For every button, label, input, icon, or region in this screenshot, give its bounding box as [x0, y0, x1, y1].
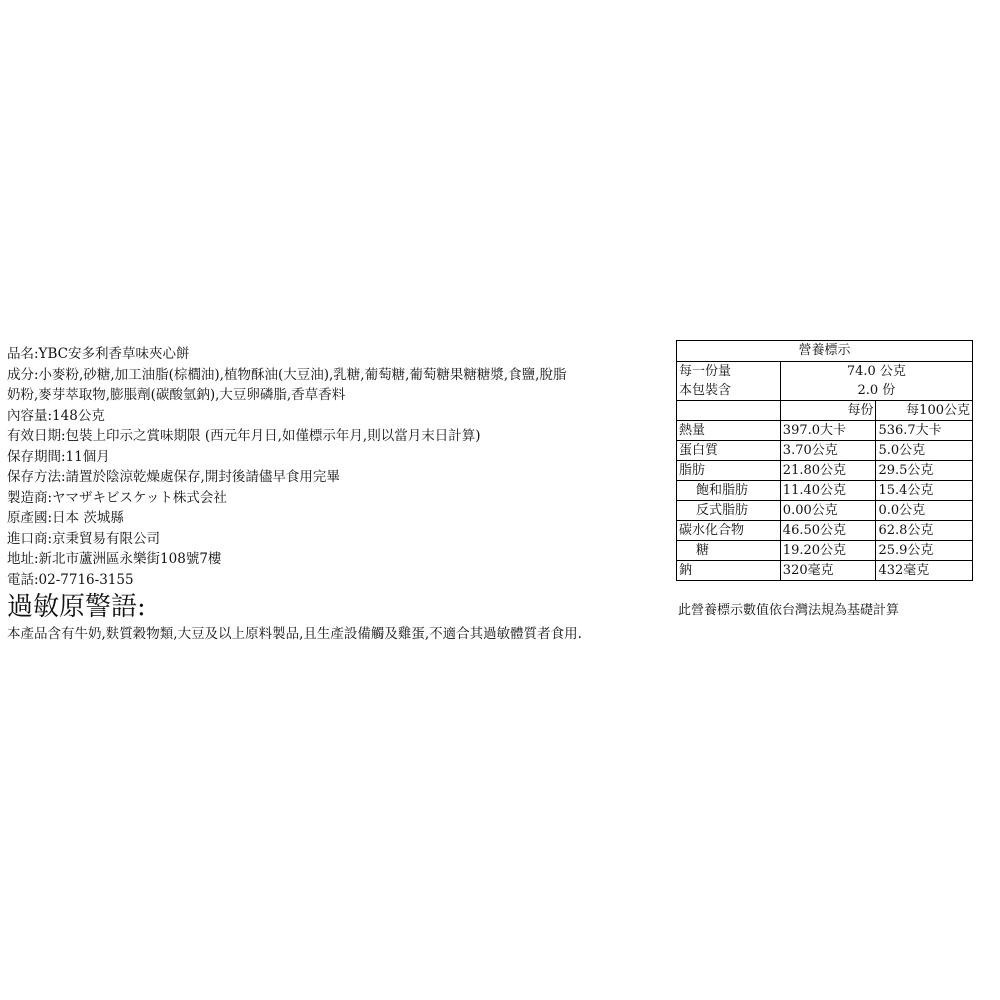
nutrient-row	[677, 561, 973, 581]
nutrient-label: 蛋白質	[677, 441, 781, 461]
nutrient-per-100g: 15.4公克	[876, 481, 973, 501]
nutrient-per-serving: 11.40公克	[780, 481, 876, 501]
col-per-serving: 每份	[780, 401, 876, 421]
nutrient-per-100g: 5.0公克	[876, 441, 973, 461]
header-empty-cell	[677, 401, 781, 421]
nutrient-row	[677, 441, 973, 461]
product-info	[7, 344, 607, 645]
manufacturer: 製造商:ヤマザキビスケット株式会社	[7, 489, 227, 506]
nutrient-per-100g: 25.9公克	[876, 541, 973, 561]
nutrient-per-100g: 29.5公克	[876, 461, 973, 481]
nutrient-label: 鈉	[677, 561, 781, 581]
servings-value: 2.0 份	[780, 381, 972, 401]
phone: 電話:02-7716-3155	[7, 571, 134, 588]
nutrient-per-100g: 432毫克	[876, 561, 973, 581]
net-weight: 內容量:148公克	[7, 407, 105, 424]
ingredients-line-1: 成分:小麥粉,砂糖,加工油脂(棕櫚油),植物酥油(大豆油),乳糖,葡萄糖,葡萄糖果糖糖漿,食鹽,脫脂	[7, 366, 567, 383]
nutrient-per-serving: 46.50公克	[780, 521, 876, 541]
nutrient-per-serving: 320毫克	[780, 561, 876, 581]
nutrient-per-100g: 62.8公克	[876, 521, 973, 541]
country-of-origin: 原產國:日本 茨城縣	[7, 510, 124, 526]
nutrition-title: 營養標示	[677, 341, 973, 362]
serving-size-value: 74.0 公克	[780, 362, 972, 382]
nutrient-label: 碳水化合物	[677, 521, 781, 541]
nutrient-row	[677, 481, 973, 501]
allergy-text: 本產品含有牛奶,麩質穀物類,大豆及以上原料製品,且生產設備觸及雞蛋,不適合其過敏體質者食用.	[7, 626, 582, 642]
nutrient-label: 糖	[677, 541, 781, 561]
nutrient-row	[677, 421, 973, 441]
servings-label: 本包裝含	[677, 381, 781, 401]
product-name: 品名:YBC安多利香草味夾心餅	[7, 346, 190, 362]
nutrient-row	[677, 461, 973, 481]
allergy-heading: 過敏原警語:	[7, 592, 146, 622]
col-per-100g: 每100公克	[876, 401, 973, 421]
nutrient-per-serving: 3.70公克	[780, 441, 876, 461]
shelf-life: 保存期間:11個月	[7, 448, 110, 465]
ingredients-line-2: 奶粉,麥芽萃取物,膨脹劑(碳酸氫鈉),大豆卵磷脂,香草香料	[7, 387, 346, 403]
nutrient-label: 熱量	[677, 421, 781, 441]
nutrition-note: 此營養標示數值依台灣法規為基礎計算	[678, 603, 900, 618]
nutrient-label: 反式脂肪	[677, 501, 781, 521]
nutrient-label: 脂肪	[677, 461, 781, 481]
nutrient-row	[677, 521, 973, 541]
storage-method: 保存方法:請置於陰涼乾燥處保存,開封後請儘早食用完畢	[7, 469, 340, 485]
nutrient-per-serving: 0.00公克	[780, 501, 876, 521]
nutrient-per-serving: 397.0大卡	[780, 421, 876, 441]
nutrient-per-serving: 21.80公克	[780, 461, 876, 481]
nutrition-table	[676, 340, 973, 581]
nutrient-row	[677, 541, 973, 561]
address: 地址:新北市蘆洲區永樂街108號7樓	[7, 551, 222, 567]
nutrient-row	[677, 501, 973, 521]
nutrient-per-serving: 19.20公克	[780, 541, 876, 561]
nutrient-per-100g: 536.7大卡	[876, 421, 973, 441]
importer: 進口商:京秉貿易有限公司	[7, 530, 161, 547]
nutrient-label: 飽和脂肪	[677, 481, 781, 501]
expiry-date: 有效日期:包裝上印示之賞味期限 (西元年月日,如僅標示年月,則以當月末日計算)	[7, 428, 481, 444]
serving-size-label: 每一份量	[677, 362, 781, 382]
nutrient-per-100g: 0.0公克	[876, 501, 973, 521]
